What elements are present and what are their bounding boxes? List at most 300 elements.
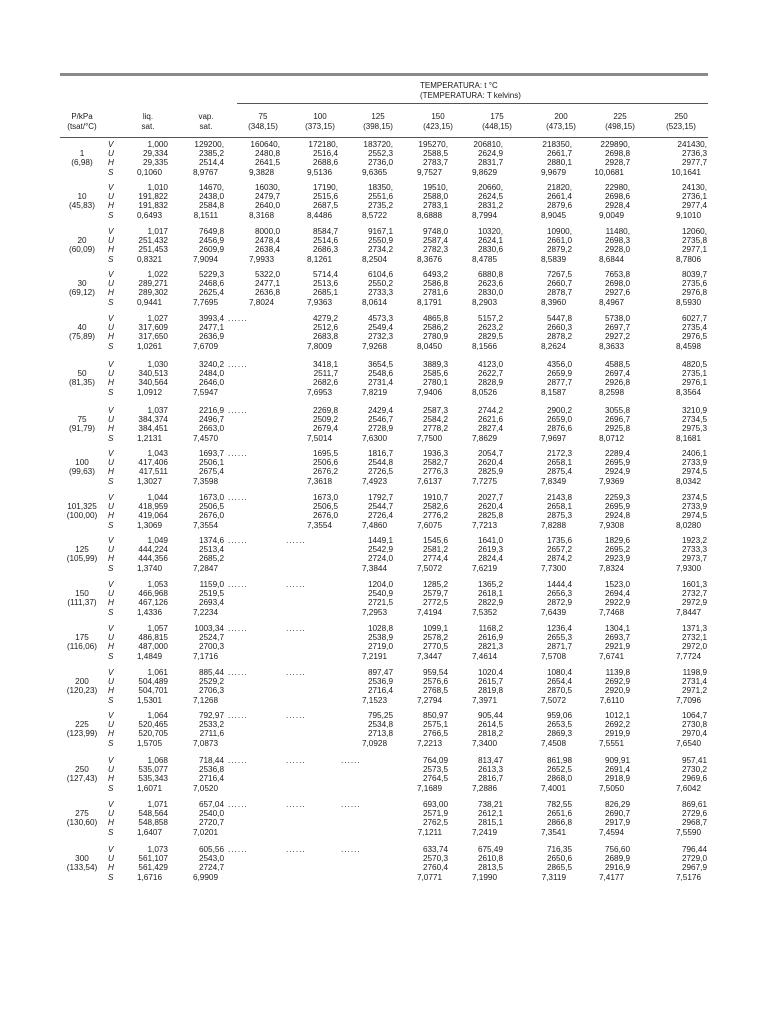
property-label: U	[108, 854, 114, 864]
table-value: 2027,7	[477, 493, 503, 502]
vapor-sat-header-line1: vap.	[198, 112, 214, 121]
top-rule	[60, 73, 708, 76]
table-value: 3418,1	[312, 360, 338, 369]
value-column	[443, 183, 503, 220]
table-value	[278, 854, 338, 863]
table-value: 764,09	[422, 756, 448, 765]
pressure-spacer	[62, 845, 102, 854]
table-value: 2876,6	[546, 424, 572, 434]
table-value: 2925,8	[604, 424, 630, 434]
table-value: 4820,5	[681, 360, 707, 369]
table-value: 548,858	[138, 818, 168, 828]
table-value: 2875,4	[546, 467, 572, 477]
table-value: 2917,9	[604, 818, 630, 828]
table-value: 2879,2	[546, 245, 572, 255]
table-value: 2731,4	[367, 378, 393, 388]
table-value: 7,7275	[471, 476, 497, 486]
table-value: 2726,5	[367, 467, 393, 477]
table-value: 2624,5	[477, 192, 503, 202]
table-value: 1829,6	[604, 536, 630, 545]
table-value: 7,1990	[471, 872, 497, 882]
table-value: 561,107	[138, 854, 168, 864]
table-value: 2585,6	[422, 369, 448, 379]
table-value: 7267,5	[546, 270, 572, 279]
table-value: 7,0873	[192, 738, 218, 748]
table-value: 7,3844	[361, 563, 387, 573]
table-value: 2927,2	[604, 332, 630, 342]
saturation-temperature: (6,98)	[71, 158, 93, 168]
table-value: 2646,0	[198, 378, 224, 388]
table-value: 2762,5	[422, 818, 448, 828]
value-column	[220, 314, 280, 351]
saturation-temperature: (45,83)	[69, 201, 95, 211]
table-value: 7,4614	[471, 651, 497, 661]
table-value: 2540,9	[367, 589, 393, 599]
property-label: H	[108, 774, 114, 784]
table-value: 2732,1	[681, 633, 707, 643]
value-column	[443, 360, 503, 397]
value-column	[443, 270, 503, 307]
pressure-spacer	[62, 624, 102, 633]
table-value	[220, 589, 280, 598]
table-value	[214, 696, 274, 705]
value-column	[512, 227, 572, 264]
table-value: 289,302	[138, 288, 168, 298]
property-label: H	[108, 467, 114, 477]
value-column	[220, 711, 280, 748]
table-value: 3240,2	[198, 360, 224, 369]
missing-value-dots: ......	[286, 756, 306, 765]
table-value: 2698,3	[604, 236, 630, 246]
table-value: 5322,0	[254, 270, 280, 279]
table-value: 7,6709	[192, 341, 218, 351]
table-value	[220, 729, 280, 738]
table-value: 2550,9	[367, 236, 393, 246]
table-value: 2622,7	[477, 369, 503, 379]
property-label: S	[108, 476, 114, 486]
table-value: 7,2847	[192, 563, 218, 573]
pressure-spacer	[62, 536, 102, 545]
table-value: 2700,3	[198, 642, 224, 652]
table-value: 2269,8	[312, 406, 338, 415]
property-label: S	[108, 827, 114, 837]
pressure-cell	[62, 580, 102, 608]
property-label: H	[108, 598, 114, 608]
table-value: 7,6137	[416, 476, 442, 486]
property-label: U	[108, 633, 114, 643]
table-value	[220, 677, 280, 686]
table-value: 561,429	[138, 863, 168, 873]
value-column	[570, 270, 630, 307]
pressure-spacer	[62, 711, 102, 720]
table-value: 2651,6	[546, 809, 572, 819]
table-value: 4573,3	[367, 314, 393, 323]
table-value: 10,0681	[594, 167, 624, 177]
table-value: 2698,6	[604, 192, 630, 202]
table-value: 7,3554	[306, 520, 332, 530]
table-value: 10320,	[477, 227, 503, 236]
pressure-spacer	[62, 183, 102, 192]
table-value: 2776,3	[422, 467, 448, 477]
table-value: 2385,2	[198, 149, 224, 159]
table-value: 2972,0	[681, 642, 707, 652]
saturation-temperature: (100,00)	[66, 511, 98, 521]
table-value: 7,9363	[306, 297, 332, 307]
property-label: V	[108, 183, 114, 192]
table-value: 2506,1	[198, 458, 224, 468]
table-value: 1,5301	[136, 695, 162, 705]
table-value: 2816,7	[477, 774, 503, 784]
table-value: 8,7806	[675, 254, 701, 264]
table-value: 850,97	[422, 711, 448, 720]
table-value: 7,8009	[306, 341, 332, 351]
table-value: 2582,7	[422, 458, 448, 468]
table-value: 466,968	[138, 589, 168, 599]
table-value: 2875,3	[546, 511, 572, 521]
table-value: 195270,	[418, 140, 448, 149]
table-value: 504,701	[138, 686, 168, 696]
table-value: 2578,2	[422, 633, 448, 643]
table-value	[278, 686, 338, 695]
missing-value-dots: ......	[341, 800, 361, 809]
table-value: 1,044	[147, 493, 168, 502]
table-value: 2865,5	[546, 863, 572, 873]
table-value: 129200,	[194, 140, 224, 149]
table-value: 2735,1	[681, 369, 707, 379]
table-value	[220, 686, 280, 695]
table-value: 7,4001	[540, 783, 566, 793]
table-value: 2822,9	[477, 598, 503, 608]
table-value	[272, 652, 332, 661]
table-value: 605,56	[198, 845, 224, 854]
property-label: S	[108, 387, 114, 397]
table-value: 520,705	[138, 729, 168, 739]
table-value	[278, 774, 338, 783]
table-value: 2609,9	[198, 245, 224, 255]
table-value: 2289,4	[604, 449, 630, 458]
table-value: 1,000	[147, 140, 168, 149]
property-label: V	[108, 711, 114, 720]
table-value: 2733,9	[681, 458, 707, 468]
table-value: 2620,4	[477, 458, 503, 468]
table-value: 2650,6	[546, 854, 572, 864]
table-value	[333, 863, 393, 872]
table-value: 7,9933	[248, 254, 274, 264]
table-value: 2582,6	[422, 502, 448, 512]
table-value: 8,6888	[416, 210, 442, 220]
value-column	[220, 406, 280, 443]
table-value: 2711,6	[199, 729, 224, 739]
table-value	[220, 467, 280, 476]
table-value: 8,5930	[675, 297, 701, 307]
missing-value-dots: ......	[286, 624, 306, 633]
table-value	[220, 458, 280, 467]
table-value: 218350,	[542, 140, 572, 149]
table-value: 813,47	[477, 756, 503, 765]
pressure-value: 100	[75, 458, 89, 468]
table-value: 1910,7	[422, 493, 448, 502]
temperature-kelvin: (423,15)	[423, 122, 453, 131]
table-value: 1304,1	[604, 624, 630, 633]
table-value: 869,61	[681, 800, 707, 809]
value-column	[443, 314, 503, 351]
pressure-value: 10	[77, 192, 87, 202]
value-column	[443, 711, 503, 748]
table-value: 8,0526	[471, 387, 497, 397]
table-value: 11480,	[605, 227, 630, 236]
table-value: 4356,0	[546, 360, 572, 369]
table-value: 8,2504	[361, 254, 387, 264]
table-value: 2977,4	[681, 201, 707, 211]
property-label: V	[108, 406, 114, 415]
table-value: 7,9308	[598, 520, 624, 530]
table-value: 7,3618	[306, 476, 332, 486]
pressure-cell	[62, 183, 102, 211]
missing-value-dots: ......	[228, 668, 248, 677]
table-value: 2866,8	[546, 818, 572, 828]
table-value: 2506,6	[312, 458, 338, 468]
table-value: 2484,0	[198, 369, 224, 379]
table-value: 2735,6	[681, 279, 707, 289]
property-label: U	[108, 369, 114, 379]
table-value: 160640,	[250, 140, 280, 149]
table-value	[214, 564, 274, 573]
saturation-temperature: (99,63)	[69, 467, 95, 477]
property-label: V	[108, 580, 114, 589]
table-value: 2588,5	[422, 149, 448, 159]
table-value: 6,9909	[192, 872, 218, 882]
table-value: 2661,0	[546, 236, 572, 246]
value-column	[220, 800, 280, 837]
pressure-value: 1	[79, 149, 85, 159]
property-label: U	[108, 809, 114, 819]
table-value: 504,489	[138, 677, 168, 687]
table-value: 8,0342	[675, 476, 701, 486]
table-value: 2776,2	[422, 511, 448, 521]
table-value: 2584,8	[198, 201, 224, 211]
temperature-heading-line1: TEMPERATURA: t °C	[420, 81, 498, 90]
value-column	[647, 140, 707, 177]
table-value	[278, 729, 338, 738]
table-value: 1,3740	[136, 563, 162, 573]
table-value: 3654,5	[367, 360, 393, 369]
table-value: 2719,0	[367, 642, 393, 652]
table-value: 2621,6	[477, 415, 503, 425]
table-value: 2683,8	[312, 332, 338, 342]
table-value: 417,406	[138, 458, 168, 468]
missing-value-dots: ......	[286, 668, 306, 677]
pressure-cell	[62, 624, 102, 652]
table-value: 2573,5	[422, 765, 448, 775]
saturation-temperature: (111,37)	[67, 598, 97, 608]
table-value: 9,6365	[361, 167, 387, 177]
table-value	[272, 739, 332, 748]
table-value: 2872,9	[546, 598, 572, 608]
vapor-sat-header-line2: sat.	[199, 122, 213, 131]
property-label: S	[108, 254, 114, 264]
table-value: 2728,9	[367, 424, 393, 434]
table-value: 1673,0	[198, 493, 224, 502]
table-value: 9,0049	[598, 210, 624, 220]
table-value: 3210,9	[681, 406, 707, 415]
property-label: V	[108, 845, 114, 854]
table-value: 2685,2	[198, 554, 224, 564]
table-value: 17190,	[312, 183, 338, 192]
table-value: 2641,5	[254, 158, 280, 168]
table-value: 7,4508	[540, 738, 566, 748]
table-value: 897,47	[367, 668, 393, 677]
value-column	[647, 227, 707, 264]
table-value: 3889,3	[422, 360, 448, 369]
table-value: 1,049	[147, 536, 168, 545]
table-value: 2871,7	[546, 642, 572, 652]
table-value: 10900,	[546, 227, 572, 236]
table-value: 2636,9	[198, 332, 224, 342]
table-value: 24130,	[681, 183, 707, 192]
table-value: 467,126	[138, 598, 168, 608]
table-value: 7,2191	[361, 651, 387, 661]
table-value: 718,44	[198, 756, 224, 765]
value-column	[443, 493, 503, 530]
table-value: 7,4923	[361, 476, 387, 486]
table-value: 317,609	[138, 323, 168, 333]
table-value: 172180,	[308, 140, 338, 149]
property-label: V	[108, 756, 114, 765]
header-rule	[60, 137, 708, 138]
table-value: 5157,2	[477, 314, 503, 323]
table-value: 2575,1	[422, 720, 448, 730]
pressure-cell	[62, 711, 102, 739]
table-value	[220, 424, 280, 433]
table-value: 2676,0	[198, 511, 224, 521]
table-value	[220, 598, 280, 607]
table-value: 8,0450	[416, 341, 442, 351]
table-value: 2624,1	[477, 236, 503, 246]
table-value: 1159,0	[199, 580, 224, 589]
value-column	[443, 800, 503, 837]
table-value: 2571,9	[422, 809, 448, 819]
table-value: 2782,3	[422, 245, 448, 255]
property-label: S	[108, 210, 114, 220]
table-value	[333, 854, 393, 863]
table-value: 2586,8	[422, 279, 448, 289]
table-value: 7,3447	[416, 651, 442, 661]
property-label: H	[108, 686, 114, 696]
property-label: U	[108, 589, 114, 599]
temperature-column-header	[537, 112, 585, 132]
table-value: 1,071	[147, 800, 168, 809]
table-value: 2730,2	[681, 765, 707, 775]
table-value	[327, 784, 387, 793]
table-value: 675,49	[477, 845, 503, 854]
table-value: 2438,0	[198, 192, 224, 202]
table-value: 2818,2	[477, 729, 503, 739]
table-value	[333, 765, 393, 774]
table-value: 657,04	[198, 800, 224, 809]
pressure-spacer	[62, 227, 102, 236]
table-value: 384,374	[138, 415, 168, 425]
table-value: 2772,5	[422, 598, 448, 608]
table-value: 2781,6	[422, 288, 448, 298]
value-column	[220, 756, 280, 793]
temperature-kelvin: (398,15)	[363, 122, 393, 131]
table-value: 2512,6	[312, 323, 338, 333]
table-value: 9748,0	[422, 227, 448, 236]
missing-value-dots: ......	[286, 845, 306, 854]
pressure-cell	[62, 314, 102, 342]
table-value: 417,511	[139, 467, 168, 477]
table-value: 7,8288	[540, 520, 566, 530]
table-value: 8,7994	[471, 210, 497, 220]
table-value	[220, 720, 280, 729]
property-label: V	[108, 140, 114, 149]
table-value: 2676,2	[312, 467, 338, 477]
value-column	[570, 756, 630, 793]
missing-value-dots: ......	[228, 493, 248, 502]
table-value: 1,6071	[136, 783, 162, 793]
table-value: 2780,1	[422, 378, 448, 388]
table-value: 2620,4	[477, 502, 503, 512]
saturation-temperature: (127,43)	[66, 774, 98, 784]
temperature-celsius: 225	[613, 112, 627, 121]
value-column	[512, 270, 572, 307]
table-value: 2548,6	[367, 369, 393, 379]
table-value: 7,0771	[416, 872, 442, 882]
table-value	[214, 388, 274, 397]
temperature-celsius: 75	[258, 112, 268, 121]
table-value: 1204,0	[367, 580, 393, 589]
table-value: 7,6953	[306, 387, 332, 397]
value-column	[570, 406, 630, 443]
table-value: 1028,8	[367, 624, 393, 633]
value-column	[512, 449, 572, 486]
table-value: 2828,9	[477, 378, 503, 388]
table-value: 2724,0	[367, 554, 393, 564]
table-value: 2679,4	[312, 424, 338, 434]
property-label: U	[108, 236, 114, 246]
table-value: 5714,4	[312, 270, 338, 279]
table-value: 2733,3	[681, 545, 707, 555]
table-value: 2920,9	[604, 686, 630, 696]
property-label: H	[108, 554, 114, 564]
table-value: 2716,4	[198, 774, 224, 784]
table-value	[220, 511, 280, 520]
table-value: 2928,0	[604, 245, 630, 255]
table-value: 2614,5	[477, 720, 503, 730]
table-value: 7,6439	[540, 607, 566, 617]
table-value: 2612,1	[477, 809, 503, 819]
table-value	[214, 477, 274, 486]
property-label: V	[108, 493, 114, 502]
table-value: 2054,7	[477, 449, 503, 458]
table-value: 633,74	[422, 845, 448, 854]
table-value: 7,5072	[416, 563, 442, 573]
table-value: 3993,4	[198, 314, 224, 323]
pressure-value: 225	[75, 720, 89, 730]
table-value: 7,7500	[416, 433, 442, 443]
table-value: 1,061	[147, 668, 168, 677]
table-value: 2729,6	[681, 809, 707, 819]
table-value: 2536,8	[198, 765, 224, 775]
table-value: 8,9045	[540, 210, 566, 220]
table-value: 2576,6	[422, 677, 448, 687]
table-value: 2916,9	[604, 863, 630, 873]
pressure-header-line1: P/kPa	[71, 112, 93, 121]
table-value	[278, 589, 338, 598]
missing-value-dots: ......	[228, 406, 248, 415]
pressure-spacer	[62, 270, 102, 279]
table-value: 9,7527	[416, 167, 442, 177]
